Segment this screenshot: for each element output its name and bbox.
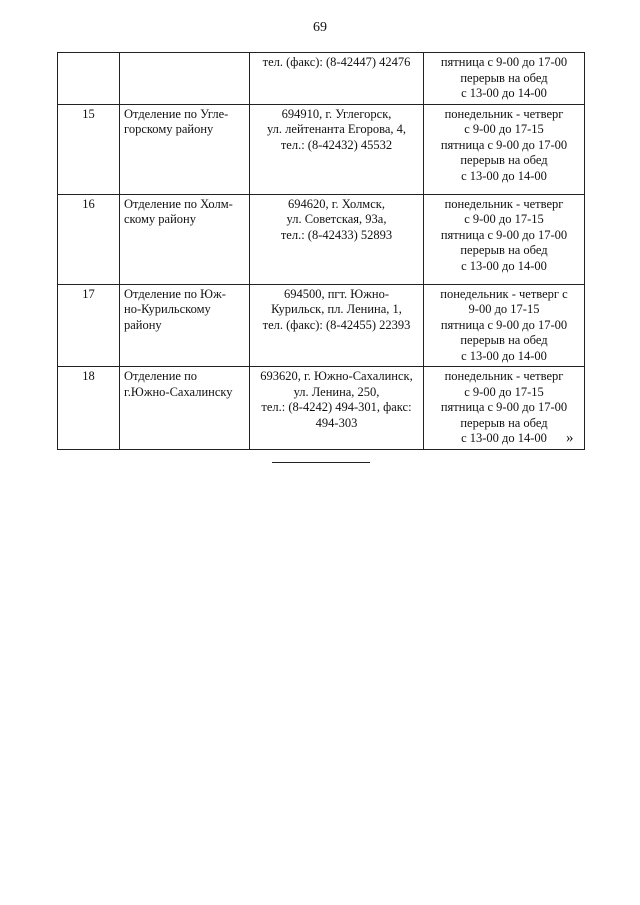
- office-name-line: Отделение по Угле-: [124, 106, 229, 121]
- office-name-line: горскому району: [124, 122, 214, 136]
- end-divider: [272, 462, 370, 463]
- working-hours-line: перерыв на обед: [460, 153, 548, 167]
- branch-offices-table: [57, 52, 585, 450]
- address-cell: [250, 284, 424, 367]
- working-hours-line: с 13-00 до 14-00: [461, 168, 547, 183]
- working-hours-line: понедельник - четверг с: [440, 286, 568, 301]
- address-line: ул. лейтенанта Егорова, 4,: [266, 122, 406, 136]
- working-hours-cell: [424, 104, 585, 194]
- working-hours-cell: [424, 284, 585, 367]
- address-line: тел.: (8-4242) 494-301, факс:: [261, 400, 412, 414]
- working-hours-line: с 13-00 до 14-00: [461, 348, 547, 363]
- working-hours-line: с 9-00 до 17-15: [464, 212, 544, 226]
- working-hours-line: перерыв на обед: [460, 243, 548, 257]
- address-line: тел.: (8-42432) 45532: [280, 137, 393, 152]
- working-hours-line: перерыв на обед: [460, 415, 548, 430]
- working-hours-line: пятница с 9-00 до 17-00: [440, 137, 568, 152]
- office-name-cell: [120, 284, 250, 367]
- office-name-line: скому району: [124, 212, 196, 226]
- working-hours-cell: [424, 194, 585, 284]
- office-name-line: Отделение по Холм-: [124, 196, 233, 211]
- working-hours-line: понедельник - четверг: [444, 106, 564, 121]
- working-hours-line: с 13-00 до 14-00: [461, 431, 547, 445]
- row-number-cell: 17: [58, 284, 120, 367]
- working-hours-line: пятница с 9-00 до 17-00: [440, 55, 568, 69]
- office-name-line: Отделение по Юж-: [124, 286, 226, 301]
- working-hours-line: перерыв на обед: [460, 70, 548, 85]
- working-hours-line: с 9-00 до 17-15: [464, 384, 544, 399]
- table-row: [58, 284, 585, 367]
- working-hours-line: пятница с 9-00 до 17-00: [440, 227, 568, 242]
- row-number-cell: 15: [58, 104, 120, 194]
- page-number: 69: [313, 20, 327, 35]
- address-line: тел.: (8-42433) 52893: [280, 227, 393, 242]
- office-name-line: г.Южно-Сахалинску: [124, 384, 233, 399]
- address-line: ул. Советская, 93а,: [286, 212, 387, 226]
- table-row: [58, 367, 585, 450]
- office-name-line: Отделение по: [124, 369, 198, 383]
- table-row: [58, 53, 585, 105]
- working-hours-line: перерыв на обед: [460, 333, 548, 347]
- working-hours-line: с 9-00 до 17-15: [464, 122, 544, 136]
- address-line: тел. (факс): (8-42455) 22393: [262, 317, 411, 332]
- address-cell: [250, 104, 424, 194]
- address-line: 693620, г. Южно-Сахалинск,: [260, 369, 413, 383]
- working-hours-line: с 13-00 до 14-00: [461, 258, 547, 273]
- table-row: [58, 194, 585, 284]
- working-hours-line: пятница с 9-00 до 17-00: [440, 400, 568, 414]
- table-row: [58, 104, 585, 194]
- row-number-cell: 16: [58, 194, 120, 284]
- working-hours-cell: [424, 367, 585, 450]
- office-name-cell: [120, 194, 250, 284]
- working-hours-line: понедельник - четверг: [444, 369, 564, 383]
- address-line: ул. Ленина, 250,: [293, 384, 380, 399]
- closing-quote: »: [566, 430, 574, 446]
- address-line: 494-303: [315, 415, 358, 430]
- address-line: 694620, г. Холмск,: [288, 196, 385, 211]
- office-name-line: но-Курильскому: [124, 302, 211, 316]
- address-line: 694910, г. Углегорск,: [281, 106, 392, 121]
- address-cell: [250, 194, 424, 284]
- address-line: 694500, пгт. Южно-: [283, 286, 390, 301]
- office-name-cell: [120, 53, 250, 105]
- table-body: [58, 53, 585, 450]
- row-number-cell: 18: [58, 367, 120, 450]
- working-hours-line: 9-00 до 17-15: [468, 302, 540, 316]
- address-cell: [250, 53, 424, 105]
- office-name-cell: [120, 367, 250, 450]
- office-name-line: району: [124, 317, 162, 332]
- address-line: тел. (факс): (8-42447) 42476: [262, 55, 411, 69]
- working-hours-line: понедельник - четверг: [444, 196, 564, 211]
- address-line: Курильск, пл. Ленина, 1,: [271, 302, 402, 316]
- office-name-cell: [120, 104, 250, 194]
- row-number-cell: [58, 53, 120, 105]
- working-hours-cell: [424, 53, 585, 105]
- address-cell: [250, 367, 424, 450]
- working-hours-line: пятница с 9-00 до 17-00: [440, 317, 568, 332]
- working-hours-line: с 13-00 до 14-00: [461, 86, 547, 100]
